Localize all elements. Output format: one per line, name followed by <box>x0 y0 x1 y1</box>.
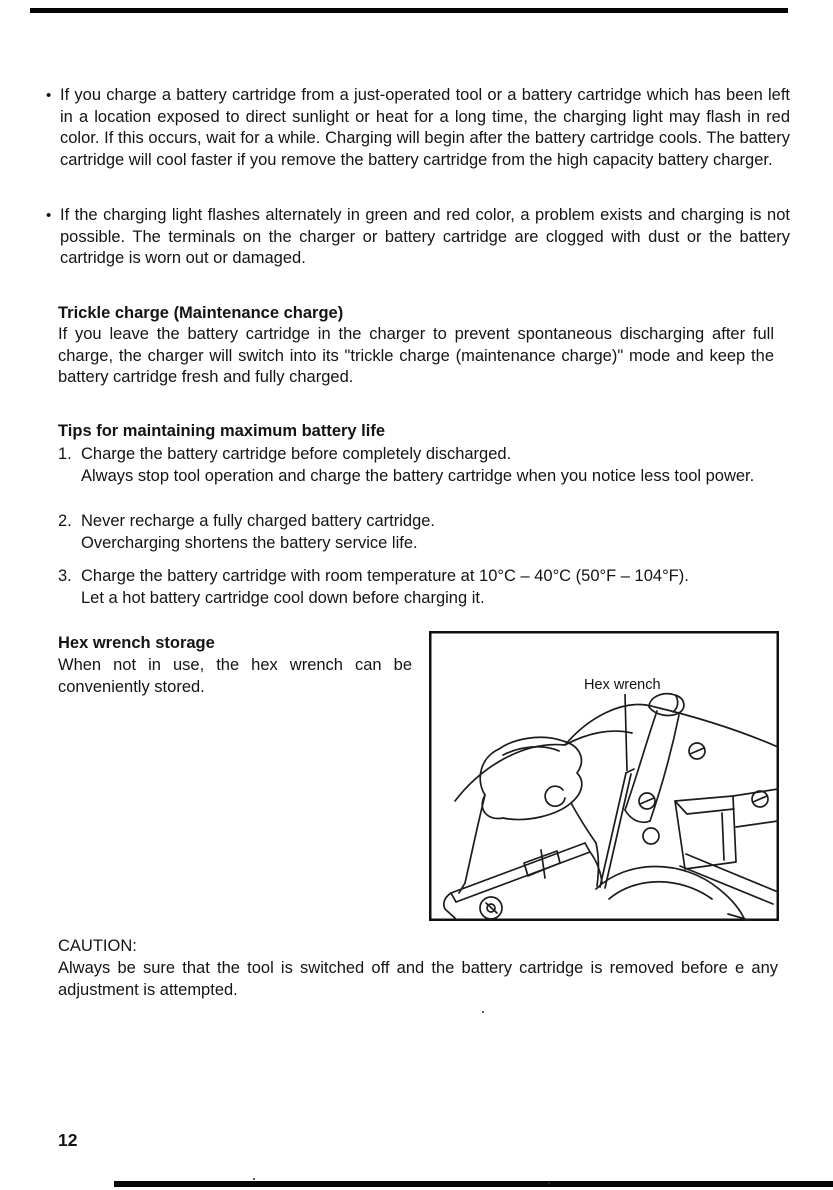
list-item-line1: Charge the battery cartridge before completely discharged. <box>81 445 512 463</box>
list-item-line2: Overcharging shortens the battery service life. <box>81 533 418 552</box>
list-item-tip-2 <box>58 511 799 554</box>
scan-artifact-top-bar <box>30 8 788 13</box>
scan-speck <box>548 1182 550 1184</box>
list-item-tip-3 <box>58 566 799 609</box>
list-item-line2: Always stop tool operation and charge the battery cartridge when you notice less tool power. <box>81 466 755 485</box>
list-item-tip-1 <box>58 444 799 487</box>
caution-title: CAUTION: <box>58 937 137 955</box>
list-item-number: 3. <box>58 567 72 585</box>
scan-artifact-bottom-bar <box>114 1181 833 1187</box>
bullet-paragraph-flashing-light <box>46 205 790 270</box>
heading-battery-tips: Tips for maintaining maximum battery life <box>58 422 386 440</box>
list-item-line1: Never recharge a fully charged battery cartridge. <box>81 512 436 530</box>
list-item-line2: Let a hot battery cartridge cool down before charging it. <box>81 588 485 607</box>
bullet-text: If you charge a battery cartridge from a just-operated tool or a battery cartridge which has been left in a location exposed to direct sunlight or heat for a long time, the charging light may flash in red color. If this occurs, wait for a while. Charging will begin after the battery cartridge cools. The battery cartridge will cool faster if you remove the battery cartridge from the high capacity battery charger. <box>60 86 790 170</box>
scan-speck <box>253 1178 255 1180</box>
figure-box <box>429 631 779 921</box>
caution-body: Always be sure that the tool is switched off and the battery cartridge is removed before e any adjustment is attempted. <box>58 959 778 999</box>
bullet-icon: • <box>46 87 52 104</box>
paragraph-hex-wrench: When not in use, the hex wrench can be conveniently stored. <box>58 656 412 696</box>
bullet-paragraph-charging-hot <box>46 85 790 172</box>
scan-speck <box>482 1011 484 1013</box>
figure-label-hex-wrench: Hex wrench <box>584 677 661 693</box>
heading-trickle-charge: Trickle charge (Maintenance charge) <box>58 304 344 322</box>
page-number: 12 <box>58 1130 78 1150</box>
list-item-number: 1. <box>58 445 72 463</box>
list-item-number: 2. <box>58 512 72 530</box>
bullet-icon: • <box>46 207 52 224</box>
paragraph-trickle-charge: If you leave the battery cartridge in the charger to prevent spontaneous discharging after full charge, the charger will switch into its "trickle charge (maintenance charge)" mode and keep the battery cartridge fresh and fully charged. <box>58 325 774 387</box>
saw-line-drawing <box>444 694 778 921</box>
list-item-line1: Charge the battery cartridge with room temperature at 10°C – 40°C (50°F – 104°F). <box>81 567 689 585</box>
bullet-text: If the charging light flashes alternately in green and red color, a problem exists and charging is not possible. The terminals on the charger or battery cartridge are clogged with dust or the battery cartridge is worn out or damaged. <box>60 206 790 268</box>
heading-hex-wrench-storage: Hex wrench storage <box>58 634 215 652</box>
figure-border <box>430 632 778 920</box>
tool-illustration <box>429 631 779 921</box>
